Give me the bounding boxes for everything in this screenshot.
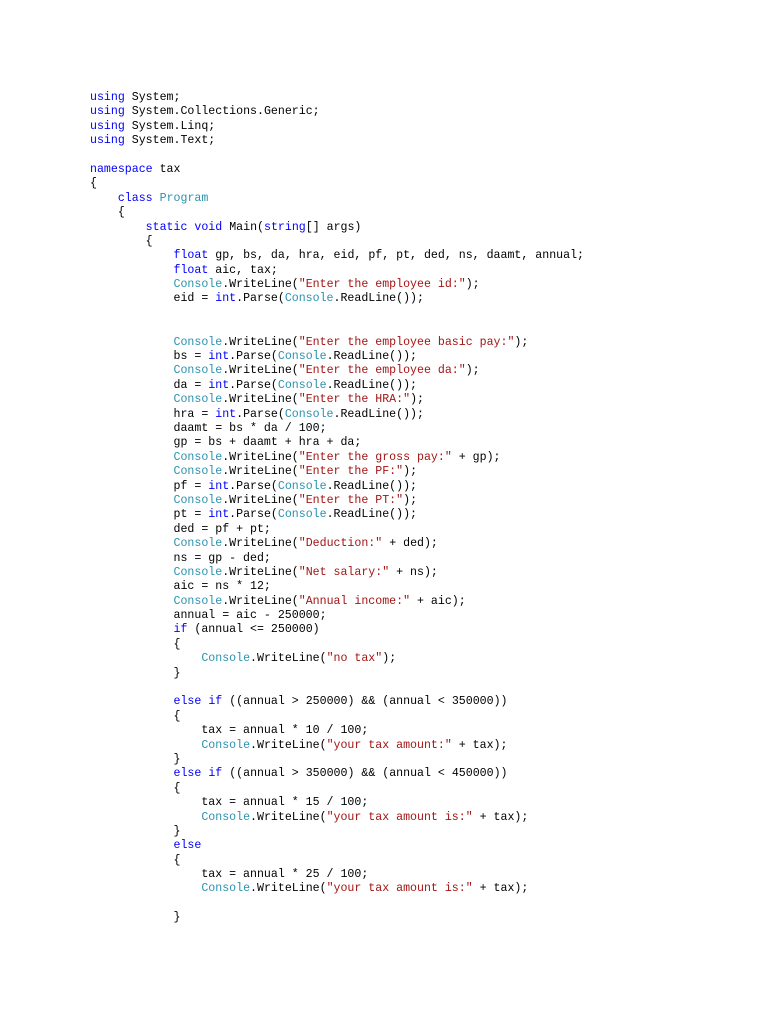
code-text: Main( — [222, 220, 264, 234]
code-line — [90, 494, 584, 508]
code-text: .WriteLine( — [222, 364, 299, 378]
keyword-token: int — [208, 508, 230, 522]
code-text: .Parse( — [229, 508, 278, 522]
code-line — [90, 264, 584, 278]
code-line — [90, 105, 584, 119]
code-line — [90, 163, 584, 177]
code-text: daamt = bs * da / 100; — [90, 421, 327, 435]
code-text — [90, 465, 174, 478]
code-text: aic, tax; — [208, 263, 278, 277]
string-literal: "Net salary:" — [298, 565, 390, 579]
type-token: Console — [201, 738, 251, 752]
code-text: .Parse( — [229, 350, 278, 364]
keyword-token: namespace — [90, 162, 153, 176]
keyword-token: else — [173, 839, 202, 853]
code-text — [90, 566, 174, 579]
code-text — [90, 278, 174, 291]
code-text: ns = gp - ded; — [90, 551, 271, 565]
keyword-token: using — [90, 105, 125, 119]
code-line — [90, 465, 584, 479]
code-line — [90, 868, 584, 882]
code-line — [90, 882, 584, 896]
code-line — [90, 307, 584, 321]
code-line — [90, 897, 584, 911]
code-listing — [90, 91, 584, 926]
code-text: + tax); — [472, 882, 529, 896]
string-literal: "Enter the gross pay:" — [298, 450, 452, 464]
code-text: { — [90, 853, 181, 867]
code-line — [90, 235, 584, 249]
type-token: Console — [277, 378, 327, 392]
code-text: + ded); — [382, 537, 438, 551]
code-text — [90, 264, 174, 277]
code-text: ); — [403, 465, 418, 479]
keyword-token: static — [145, 220, 188, 234]
string-literal: "Annual income:" — [298, 594, 411, 608]
code-text: } — [90, 824, 181, 838]
keyword-token: else — [173, 767, 202, 781]
code-line — [90, 292, 584, 306]
code-text — [90, 839, 174, 852]
code-line — [90, 811, 584, 825]
code-text: { — [90, 781, 181, 795]
type-token: Program — [159, 191, 209, 205]
code-text: pf = — [90, 479, 209, 493]
code-text — [90, 249, 174, 262]
code-text: ((annual > 350000) && (annual < 450000)) — [222, 767, 508, 781]
code-text: .WriteLine( — [222, 278, 299, 292]
string-literal: "your tax amount is:" — [326, 882, 473, 896]
code-text: } — [90, 752, 181, 766]
code-line — [90, 408, 584, 422]
code-line — [90, 523, 584, 537]
code-line — [90, 681, 584, 695]
type-token: Console — [277, 350, 327, 364]
code-line — [90, 652, 584, 666]
code-text: .WriteLine( — [250, 652, 327, 666]
code-text: + gp); — [451, 450, 501, 464]
code-line — [90, 854, 584, 868]
string-literal: "Deduction:" — [298, 537, 383, 551]
code-line — [90, 480, 584, 494]
code-text — [90, 595, 174, 608]
code-line — [90, 552, 584, 566]
type-token: Console — [201, 652, 251, 666]
keyword-token: using — [90, 119, 125, 133]
code-text: .ReadLine()); — [326, 378, 418, 392]
keyword-token: using — [90, 91, 125, 104]
code-text — [90, 393, 174, 406]
code-line — [90, 249, 584, 263]
code-text: System; — [124, 91, 181, 104]
keyword-token: if — [173, 623, 188, 637]
code-line — [90, 379, 584, 393]
keyword-token: if — [208, 695, 223, 709]
keyword-token: string — [263, 220, 306, 234]
code-text — [90, 882, 201, 895]
string-literal: "Enter the HRA:" — [298, 393, 411, 407]
code-text — [90, 221, 146, 234]
code-text — [90, 537, 174, 550]
code-text — [90, 767, 174, 780]
code-text: ); — [514, 335, 529, 349]
code-text: .ReadLine()); — [326, 479, 418, 493]
type-token: Console — [173, 335, 223, 349]
code-text — [90, 623, 174, 636]
keyword-token: int — [208, 350, 230, 364]
code-text: { — [90, 206, 125, 220]
code-text: ); — [382, 652, 397, 666]
code-line — [90, 537, 584, 551]
code-text: tax = annual * 10 / 100; — [90, 724, 369, 738]
code-text: } — [90, 666, 181, 680]
code-text: .Parse( — [229, 479, 278, 493]
code-line — [90, 782, 584, 796]
code-line — [90, 609, 584, 623]
type-token: Console — [173, 364, 223, 378]
code-text: .ReadLine()); — [333, 407, 424, 421]
code-line — [90, 364, 584, 378]
code-line — [90, 638, 584, 652]
keyword-token: using — [90, 134, 125, 148]
code-line — [90, 595, 584, 609]
code-text: + tax); — [472, 810, 529, 824]
code-text: bs = — [90, 350, 209, 364]
keyword-token: float — [173, 249, 209, 263]
code-text: .ReadLine()); — [333, 292, 424, 306]
code-text — [90, 739, 201, 752]
code-text: ); — [465, 364, 480, 378]
code-text: .WriteLine( — [250, 882, 327, 896]
code-text: .WriteLine( — [222, 335, 299, 349]
code-text: .ReadLine()); — [326, 350, 418, 364]
type-token: Console — [284, 407, 334, 421]
code-text: System.Linq; — [124, 119, 216, 133]
string-literal: "your tax amount is:" — [326, 810, 473, 824]
string-literal: "Enter the employee da:" — [298, 364, 466, 378]
code-text: System.Collections.Generic; — [124, 105, 320, 119]
code-text: (annual <= 250000) — [187, 623, 320, 637]
code-line — [90, 177, 584, 191]
code-text: .ReadLine()); — [326, 508, 418, 522]
code-text: + ns); — [389, 565, 438, 579]
type-token: Console — [173, 450, 223, 464]
code-text: annual = aic - 250000; — [90, 609, 327, 623]
type-token: Console — [173, 537, 223, 551]
code-text: .Parse( — [236, 292, 285, 306]
code-line — [90, 508, 584, 522]
code-text: { — [90, 177, 97, 191]
code-line — [90, 149, 584, 163]
code-line — [90, 580, 584, 594]
code-line — [90, 911, 584, 925]
code-text: { — [90, 637, 181, 651]
code-line — [90, 566, 584, 580]
keyword-token: void — [194, 220, 223, 234]
code-text: + tax); — [451, 738, 508, 752]
code-text: .Parse( — [229, 378, 278, 392]
keyword-token: if — [208, 767, 223, 781]
code-text: aic = ns * 12; — [90, 580, 271, 594]
code-line — [90, 134, 584, 148]
code-line — [90, 278, 584, 292]
code-line — [90, 839, 584, 853]
code-text — [90, 652, 201, 665]
type-token: Console — [173, 493, 223, 507]
keyword-token: else — [173, 695, 202, 709]
type-token: Console — [173, 594, 223, 608]
type-token: Console — [173, 565, 223, 579]
type-token: Console — [284, 292, 334, 306]
code-line — [90, 796, 584, 810]
code-text: { — [90, 234, 153, 248]
code-text: .WriteLine( — [222, 393, 299, 407]
code-text: ); — [403, 493, 418, 507]
code-text: tax = annual * 15 / 100; — [90, 796, 369, 810]
code-text: ((annual > 250000) && (annual < 350000)) — [222, 695, 508, 709]
code-line — [90, 436, 584, 450]
code-line — [90, 120, 584, 134]
code-text: System.Text; — [124, 134, 216, 148]
string-literal: "no tax" — [326, 652, 383, 666]
code-text: gp = bs + daamt + hra + da; — [90, 436, 362, 450]
keyword-token: float — [173, 263, 209, 277]
code-line — [90, 623, 584, 637]
code-text: .WriteLine( — [222, 537, 299, 551]
code-text — [90, 451, 174, 464]
code-line — [90, 667, 584, 681]
string-literal: "Enter the PT:" — [298, 493, 404, 507]
code-text: .Parse( — [236, 407, 285, 421]
type-token: Console — [277, 479, 327, 493]
code-line — [90, 192, 584, 206]
code-line — [90, 825, 584, 839]
code-text: [] args) — [305, 220, 362, 234]
code-text — [90, 695, 174, 708]
code-text: ); — [410, 393, 424, 407]
code-line — [90, 710, 584, 724]
string-literal: "your tax amount:" — [326, 738, 452, 752]
code-text: hra = — [90, 407, 216, 421]
type-token: Console — [201, 882, 251, 896]
code-text: da = — [90, 378, 209, 392]
code-text: + aic); — [410, 594, 466, 608]
code-line — [90, 767, 584, 781]
code-text — [90, 494, 174, 507]
code-text: { — [90, 709, 181, 723]
code-text — [153, 192, 160, 205]
keyword-token: int — [208, 479, 230, 493]
code-line — [90, 695, 584, 709]
code-text — [90, 336, 174, 349]
code-text: eid = — [90, 292, 216, 306]
code-text: .WriteLine( — [222, 465, 299, 479]
code-text: tax = annual * 25 / 100; — [90, 868, 369, 882]
code-text: .WriteLine( — [222, 565, 299, 579]
code-line — [90, 206, 584, 220]
code-text: .WriteLine( — [222, 450, 299, 464]
code-text — [90, 811, 201, 824]
keyword-token: class — [117, 191, 153, 205]
code-line — [90, 393, 584, 407]
code-text: tax — [152, 162, 181, 176]
code-text: ); — [465, 278, 480, 292]
code-text: ded = pf + pt; — [90, 522, 271, 536]
code-line — [90, 221, 584, 235]
code-line — [90, 739, 584, 753]
keyword-token: int — [208, 378, 230, 392]
code-text: .WriteLine( — [222, 594, 299, 608]
keyword-token: int — [215, 292, 237, 306]
type-token: Console — [277, 508, 327, 522]
type-token: Console — [201, 810, 251, 824]
code-text — [90, 364, 174, 377]
code-line — [90, 91, 584, 105]
code-text — [90, 192, 118, 205]
code-line — [90, 422, 584, 436]
code-text: .WriteLine( — [250, 810, 327, 824]
code-text: .WriteLine( — [250, 738, 327, 752]
type-token: Console — [173, 393, 223, 407]
type-token: Console — [173, 278, 223, 292]
keyword-token: int — [215, 407, 237, 421]
code-line — [90, 451, 584, 465]
code-line — [90, 321, 584, 335]
code-text: pt = — [90, 508, 209, 522]
code-text: .WriteLine( — [222, 493, 299, 507]
type-token: Console — [173, 465, 223, 479]
string-literal: "Enter the employee basic pay:" — [298, 335, 515, 349]
string-literal: "Enter the employee id:" — [298, 278, 466, 292]
code-text: gp, bs, da, hra, eid, pf, pt, ded, ns, daamt, annual; — [208, 249, 584, 263]
code-text: } — [90, 911, 181, 925]
code-line — [90, 336, 584, 350]
string-literal: "Enter the PF:" — [298, 465, 404, 479]
code-line — [90, 753, 584, 767]
code-line — [90, 724, 584, 738]
code-line — [90, 350, 584, 364]
